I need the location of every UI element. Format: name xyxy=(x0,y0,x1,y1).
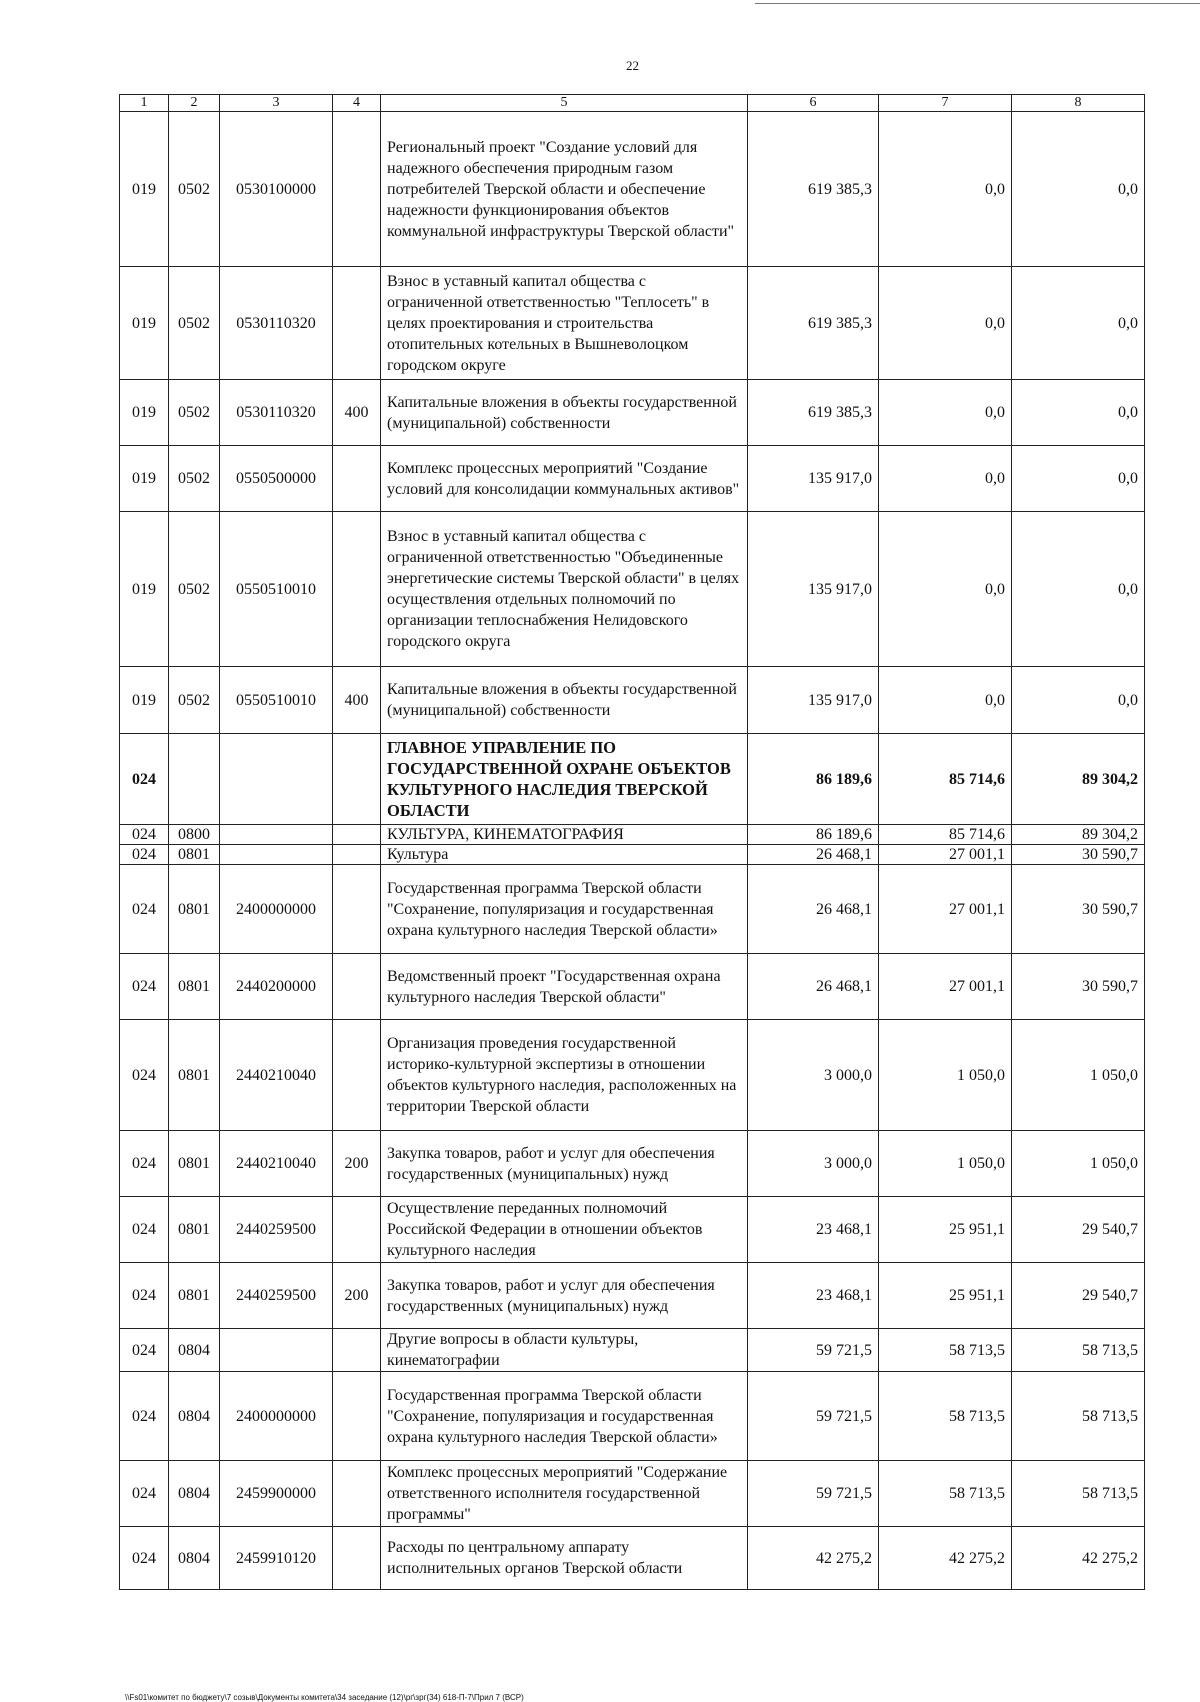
section-code-cell: 0801 xyxy=(169,1197,220,1263)
expense-type-cell xyxy=(333,954,381,1020)
amount-col8-cell: 0,0 xyxy=(1012,267,1145,380)
header-cell-8: 8 xyxy=(1012,95,1145,112)
target-item-cell: 0550500000 xyxy=(220,446,333,512)
description-cell: Капитальные вложения в объекты государственной (муниципальной) собственности xyxy=(381,667,748,734)
amount-col6-cell: 59 721,5 xyxy=(748,1461,879,1527)
amount-col8-cell: 1 050,0 xyxy=(1012,1131,1145,1197)
amount-col7-cell: 0,0 xyxy=(879,112,1012,267)
header-cell-7: 7 xyxy=(879,95,1012,112)
amount-col8-cell: 42 275,2 xyxy=(1012,1527,1145,1590)
expense-type-cell: 400 xyxy=(333,667,381,734)
table-row xyxy=(120,825,1145,845)
admin-code-cell: 024 xyxy=(120,845,169,865)
table-row xyxy=(120,1020,1145,1131)
header-cell-4: 4 xyxy=(333,95,381,112)
admin-code-cell: 019 xyxy=(120,267,169,380)
expense-type-cell xyxy=(333,512,381,667)
amount-col7-cell: 58 713,5 xyxy=(879,1372,1012,1461)
amount-col8-cell: 29 540,7 xyxy=(1012,1197,1145,1263)
description-cell: Закупка товаров, работ и услуг для обеспечения государственных (муниципальных) нужд xyxy=(381,1263,748,1329)
expense-type-cell xyxy=(333,825,381,845)
table-row xyxy=(120,1263,1145,1329)
target-item-cell: 0530110320 xyxy=(220,267,333,380)
amount-col6-cell: 86 189,6 xyxy=(748,825,879,845)
amount-col7-cell: 85 714,6 xyxy=(879,734,1012,825)
expense-type-cell xyxy=(333,1372,381,1461)
amount-col8-cell: 0,0 xyxy=(1012,380,1145,446)
footer-file-path: \\Fs01\комитет по бюджету\7 созыв\Документы комитета\34 заседание (12)\рг\зрг(34) 618-П-7\Прил 7 (ВСР) xyxy=(125,1693,524,1702)
amount-col6-cell: 135 917,0 xyxy=(748,512,879,667)
table-row xyxy=(120,845,1145,865)
target-item-cell: 2440210040 xyxy=(220,1020,333,1131)
description-cell: Взнос в уставный капитал общества с ограниченной ответственностью "Объединенные энергетические системы Тверской области" в целях осуществления отдельных полномочий по организации теплоснабжения Нелидовского городского округа xyxy=(381,512,748,667)
expense-type-cell: 400 xyxy=(333,380,381,446)
target-item-cell: 2440210040 xyxy=(220,1131,333,1197)
expense-type-cell xyxy=(333,1197,381,1263)
table-row xyxy=(120,1461,1145,1527)
admin-code-cell: 024 xyxy=(120,1372,169,1461)
amount-col6-cell: 86 189,6 xyxy=(748,734,879,825)
description-cell: Региональный проект "Создание условий для надежного обеспечения природным газом потребителей Тверской области и обеспечение надежности функционирования объектов коммунальной инфраструктуры Тверской области" xyxy=(381,112,748,267)
amount-col7-cell: 58 713,5 xyxy=(879,1461,1012,1527)
section-code-cell: 0502 xyxy=(169,667,220,734)
expense-type-cell xyxy=(333,1527,381,1590)
amount-col7-cell: 42 275,2 xyxy=(879,1527,1012,1590)
section-code-cell: 0804 xyxy=(169,1329,220,1372)
amount-col7-cell: 0,0 xyxy=(879,667,1012,734)
table-row xyxy=(120,1131,1145,1197)
admin-code-cell: 024 xyxy=(120,734,169,825)
table-row xyxy=(120,1372,1145,1461)
amount-col6-cell: 26 468,1 xyxy=(748,845,879,865)
amount-col6-cell: 23 468,1 xyxy=(748,1197,879,1263)
amount-col8-cell: 1 050,0 xyxy=(1012,1020,1145,1131)
expense-type-cell xyxy=(333,865,381,954)
target-item-cell: 0530110320 xyxy=(220,380,333,446)
admin-code-cell: 019 xyxy=(120,512,169,667)
amount-col7-cell: 1 050,0 xyxy=(879,1131,1012,1197)
amount-col6-cell: 26 468,1 xyxy=(748,954,879,1020)
description-cell: Государственная программа Тверской области "Сохранение, популяризация и государственная охрана культурного наследия Тверской области» xyxy=(381,1372,748,1461)
header-cell-2: 2 xyxy=(169,95,220,112)
admin-code-cell: 024 xyxy=(120,954,169,1020)
amount-col8-cell: 30 590,7 xyxy=(1012,954,1145,1020)
amount-col7-cell: 85 714,6 xyxy=(879,825,1012,845)
admin-code-cell: 024 xyxy=(120,1461,169,1527)
section-code-cell: 0502 xyxy=(169,512,220,667)
description-cell: КУЛЬТУРА, КИНЕМАТОГРАФИЯ xyxy=(381,825,748,845)
scan-top-line xyxy=(755,3,1200,4)
admin-code-cell: 024 xyxy=(120,865,169,954)
amount-col7-cell: 25 951,1 xyxy=(879,1197,1012,1263)
section-code-cell: 0804 xyxy=(169,1527,220,1590)
section-code-cell xyxy=(169,734,220,825)
table-row xyxy=(120,954,1145,1020)
amount-col7-cell: 0,0 xyxy=(879,380,1012,446)
section-code-cell: 0502 xyxy=(169,380,220,446)
amount-col7-cell: 25 951,1 xyxy=(879,1263,1012,1329)
amount-col6-cell: 23 468,1 xyxy=(748,1263,879,1329)
admin-code-cell: 024 xyxy=(120,1329,169,1372)
target-item-cell: 2400000000 xyxy=(220,865,333,954)
description-cell: Ведомственный проект "Государственная охрана культурного наследия Тверской области" xyxy=(381,954,748,1020)
admin-code-cell: 019 xyxy=(120,112,169,267)
admin-code-cell: 024 xyxy=(120,1263,169,1329)
target-item-cell xyxy=(220,734,333,825)
target-item-cell xyxy=(220,845,333,865)
table-row xyxy=(120,512,1145,667)
expense-type-cell xyxy=(333,112,381,267)
amount-col8-cell: 58 713,5 xyxy=(1012,1329,1145,1372)
section-code-cell: 0801 xyxy=(169,954,220,1020)
amount-col6-cell: 59 721,5 xyxy=(748,1372,879,1461)
description-cell: Осуществление переданных полномочий Российской Федерации в отношении объектов культурного наследия xyxy=(381,1197,748,1263)
expense-type-cell xyxy=(333,845,381,865)
expense-type-cell xyxy=(333,734,381,825)
amount-col6-cell: 42 275,2 xyxy=(748,1527,879,1590)
amount-col6-cell: 3 000,0 xyxy=(748,1020,879,1131)
target-item-cell: 0550510010 xyxy=(220,512,333,667)
amount-col8-cell: 58 713,5 xyxy=(1012,1372,1145,1461)
amount-col8-cell: 0,0 xyxy=(1012,512,1145,667)
table-row xyxy=(120,1329,1145,1372)
section-code-cell: 0804 xyxy=(169,1461,220,1527)
section-code-cell: 0502 xyxy=(169,267,220,380)
target-item-cell: 2400000000 xyxy=(220,1372,333,1461)
table-row xyxy=(120,112,1145,267)
budget-table xyxy=(119,94,1145,1590)
target-item-cell: 2440259500 xyxy=(220,1263,333,1329)
table-row xyxy=(120,734,1145,825)
section-code-cell: 0801 xyxy=(169,1131,220,1197)
amount-col6-cell: 135 917,0 xyxy=(748,446,879,512)
amount-col7-cell: 27 001,1 xyxy=(879,845,1012,865)
target-item-cell: 0550510010 xyxy=(220,667,333,734)
table-row xyxy=(120,380,1145,446)
amount-col8-cell: 58 713,5 xyxy=(1012,1461,1145,1527)
amount-col6-cell: 59 721,5 xyxy=(748,1329,879,1372)
expense-type-cell xyxy=(333,1020,381,1131)
table-row xyxy=(120,667,1145,734)
section-code-cell: 0804 xyxy=(169,1372,220,1461)
description-cell: Культура xyxy=(381,845,748,865)
amount-col7-cell: 0,0 xyxy=(879,512,1012,667)
amount-col8-cell: 0,0 xyxy=(1012,667,1145,734)
admin-code-cell: 024 xyxy=(120,1527,169,1590)
header-cell-6: 6 xyxy=(748,95,879,112)
description-cell: Организация проведения государственной историко-культурной экспертизы в отношении объектов культурного наследия, расположенных на территории Тверской области xyxy=(381,1020,748,1131)
admin-code-cell: 024 xyxy=(120,1197,169,1263)
section-code-cell: 0801 xyxy=(169,865,220,954)
section-code-cell: 0801 xyxy=(169,845,220,865)
description-cell: Расходы по центральному аппарату исполнительных органов Тверской области xyxy=(381,1527,748,1590)
target-item-cell: 2440200000 xyxy=(220,954,333,1020)
header-cell-5: 5 xyxy=(381,95,748,112)
table-row xyxy=(120,865,1145,954)
admin-code-cell: 019 xyxy=(120,667,169,734)
amount-col8-cell: 89 304,2 xyxy=(1012,825,1145,845)
table-row xyxy=(120,1527,1145,1590)
amount-col7-cell: 58 713,5 xyxy=(879,1329,1012,1372)
amount-col8-cell: 0,0 xyxy=(1012,446,1145,512)
target-item-cell: 2459910120 xyxy=(220,1527,333,1590)
amount-col7-cell: 1 050,0 xyxy=(879,1020,1012,1131)
expense-type-cell xyxy=(333,446,381,512)
target-item-cell: 0530100000 xyxy=(220,112,333,267)
section-code-cell: 0502 xyxy=(169,112,220,267)
amount-col7-cell: 27 001,1 xyxy=(879,865,1012,954)
section-code-cell: 0801 xyxy=(169,1020,220,1131)
table-row xyxy=(120,1197,1145,1263)
description-cell: Комплекс процессных мероприятий "Создание условий для консолидации коммунальных активов" xyxy=(381,446,748,512)
admin-code-cell: 024 xyxy=(120,1020,169,1131)
amount-col8-cell: 30 590,7 xyxy=(1012,845,1145,865)
table-row xyxy=(120,446,1145,512)
expense-type-cell xyxy=(333,267,381,380)
amount-col8-cell: 0,0 xyxy=(1012,112,1145,267)
admin-code-cell: 024 xyxy=(120,825,169,845)
target-item-cell: 2459900000 xyxy=(220,1461,333,1527)
page-number: 22 xyxy=(626,58,639,73)
amount-col6-cell: 26 468,1 xyxy=(748,865,879,954)
description-cell: ГЛАВНОЕ УПРАВЛЕНИЕ ПО ГОСУДАРСТВЕННОЙ ОХРАНЕ ОБЪЕКТОВ КУЛЬТУРНОГО НАСЛЕДИЯ ТВЕРСКОЙ ОБЛАСТИ xyxy=(381,734,748,825)
header-row xyxy=(120,95,1145,112)
amount-col6-cell: 135 917,0 xyxy=(748,667,879,734)
amount-col7-cell: 27 001,1 xyxy=(879,954,1012,1020)
description-cell: Государственная программа Тверской области "Сохранение, популяризация и государственная охрана культурного наследия Тверской области» xyxy=(381,865,748,954)
expense-type-cell: 200 xyxy=(333,1263,381,1329)
amount-col7-cell: 0,0 xyxy=(879,446,1012,512)
amount-col8-cell: 89 304,2 xyxy=(1012,734,1145,825)
expense-type-cell xyxy=(333,1461,381,1527)
section-code-cell: 0800 xyxy=(169,825,220,845)
description-cell: Другие вопросы в области культуры, кинематографии xyxy=(381,1329,748,1372)
header-cell-3: 3 xyxy=(220,95,333,112)
target-item-cell xyxy=(220,1329,333,1372)
section-code-cell: 0801 xyxy=(169,1263,220,1329)
description-cell: Капитальные вложения в объекты государственной (муниципальной) собственности xyxy=(381,380,748,446)
description-cell: Закупка товаров, работ и услуг для обеспечения государственных (муниципальных) нужд xyxy=(381,1131,748,1197)
amount-col8-cell: 29 540,7 xyxy=(1012,1263,1145,1329)
amount-col8-cell: 30 590,7 xyxy=(1012,865,1145,954)
amount-col6-cell: 619 385,3 xyxy=(748,112,879,267)
admin-code-cell: 019 xyxy=(120,446,169,512)
admin-code-cell: 024 xyxy=(120,1131,169,1197)
target-item-cell: 2440259500 xyxy=(220,1197,333,1263)
amount-col7-cell: 0,0 xyxy=(879,267,1012,380)
table-row xyxy=(120,267,1145,380)
header-cell-1: 1 xyxy=(120,95,169,112)
description-cell: Взнос в уставный капитал общества с ограниченной ответственностью "Теплосеть" в целях проектирования и строительства отопительных котельных в Вышневолоцком городском округе xyxy=(381,267,748,380)
amount-col6-cell: 619 385,3 xyxy=(748,267,879,380)
description-cell: Комплекс процессных мероприятий "Содержание ответственного исполнителя государственной программы" xyxy=(381,1461,748,1527)
expense-type-cell xyxy=(333,1329,381,1372)
target-item-cell xyxy=(220,825,333,845)
expense-type-cell: 200 xyxy=(333,1131,381,1197)
section-code-cell: 0502 xyxy=(169,446,220,512)
amount-col6-cell: 3 000,0 xyxy=(748,1131,879,1197)
admin-code-cell: 019 xyxy=(120,380,169,446)
amount-col6-cell: 619 385,3 xyxy=(748,380,879,446)
